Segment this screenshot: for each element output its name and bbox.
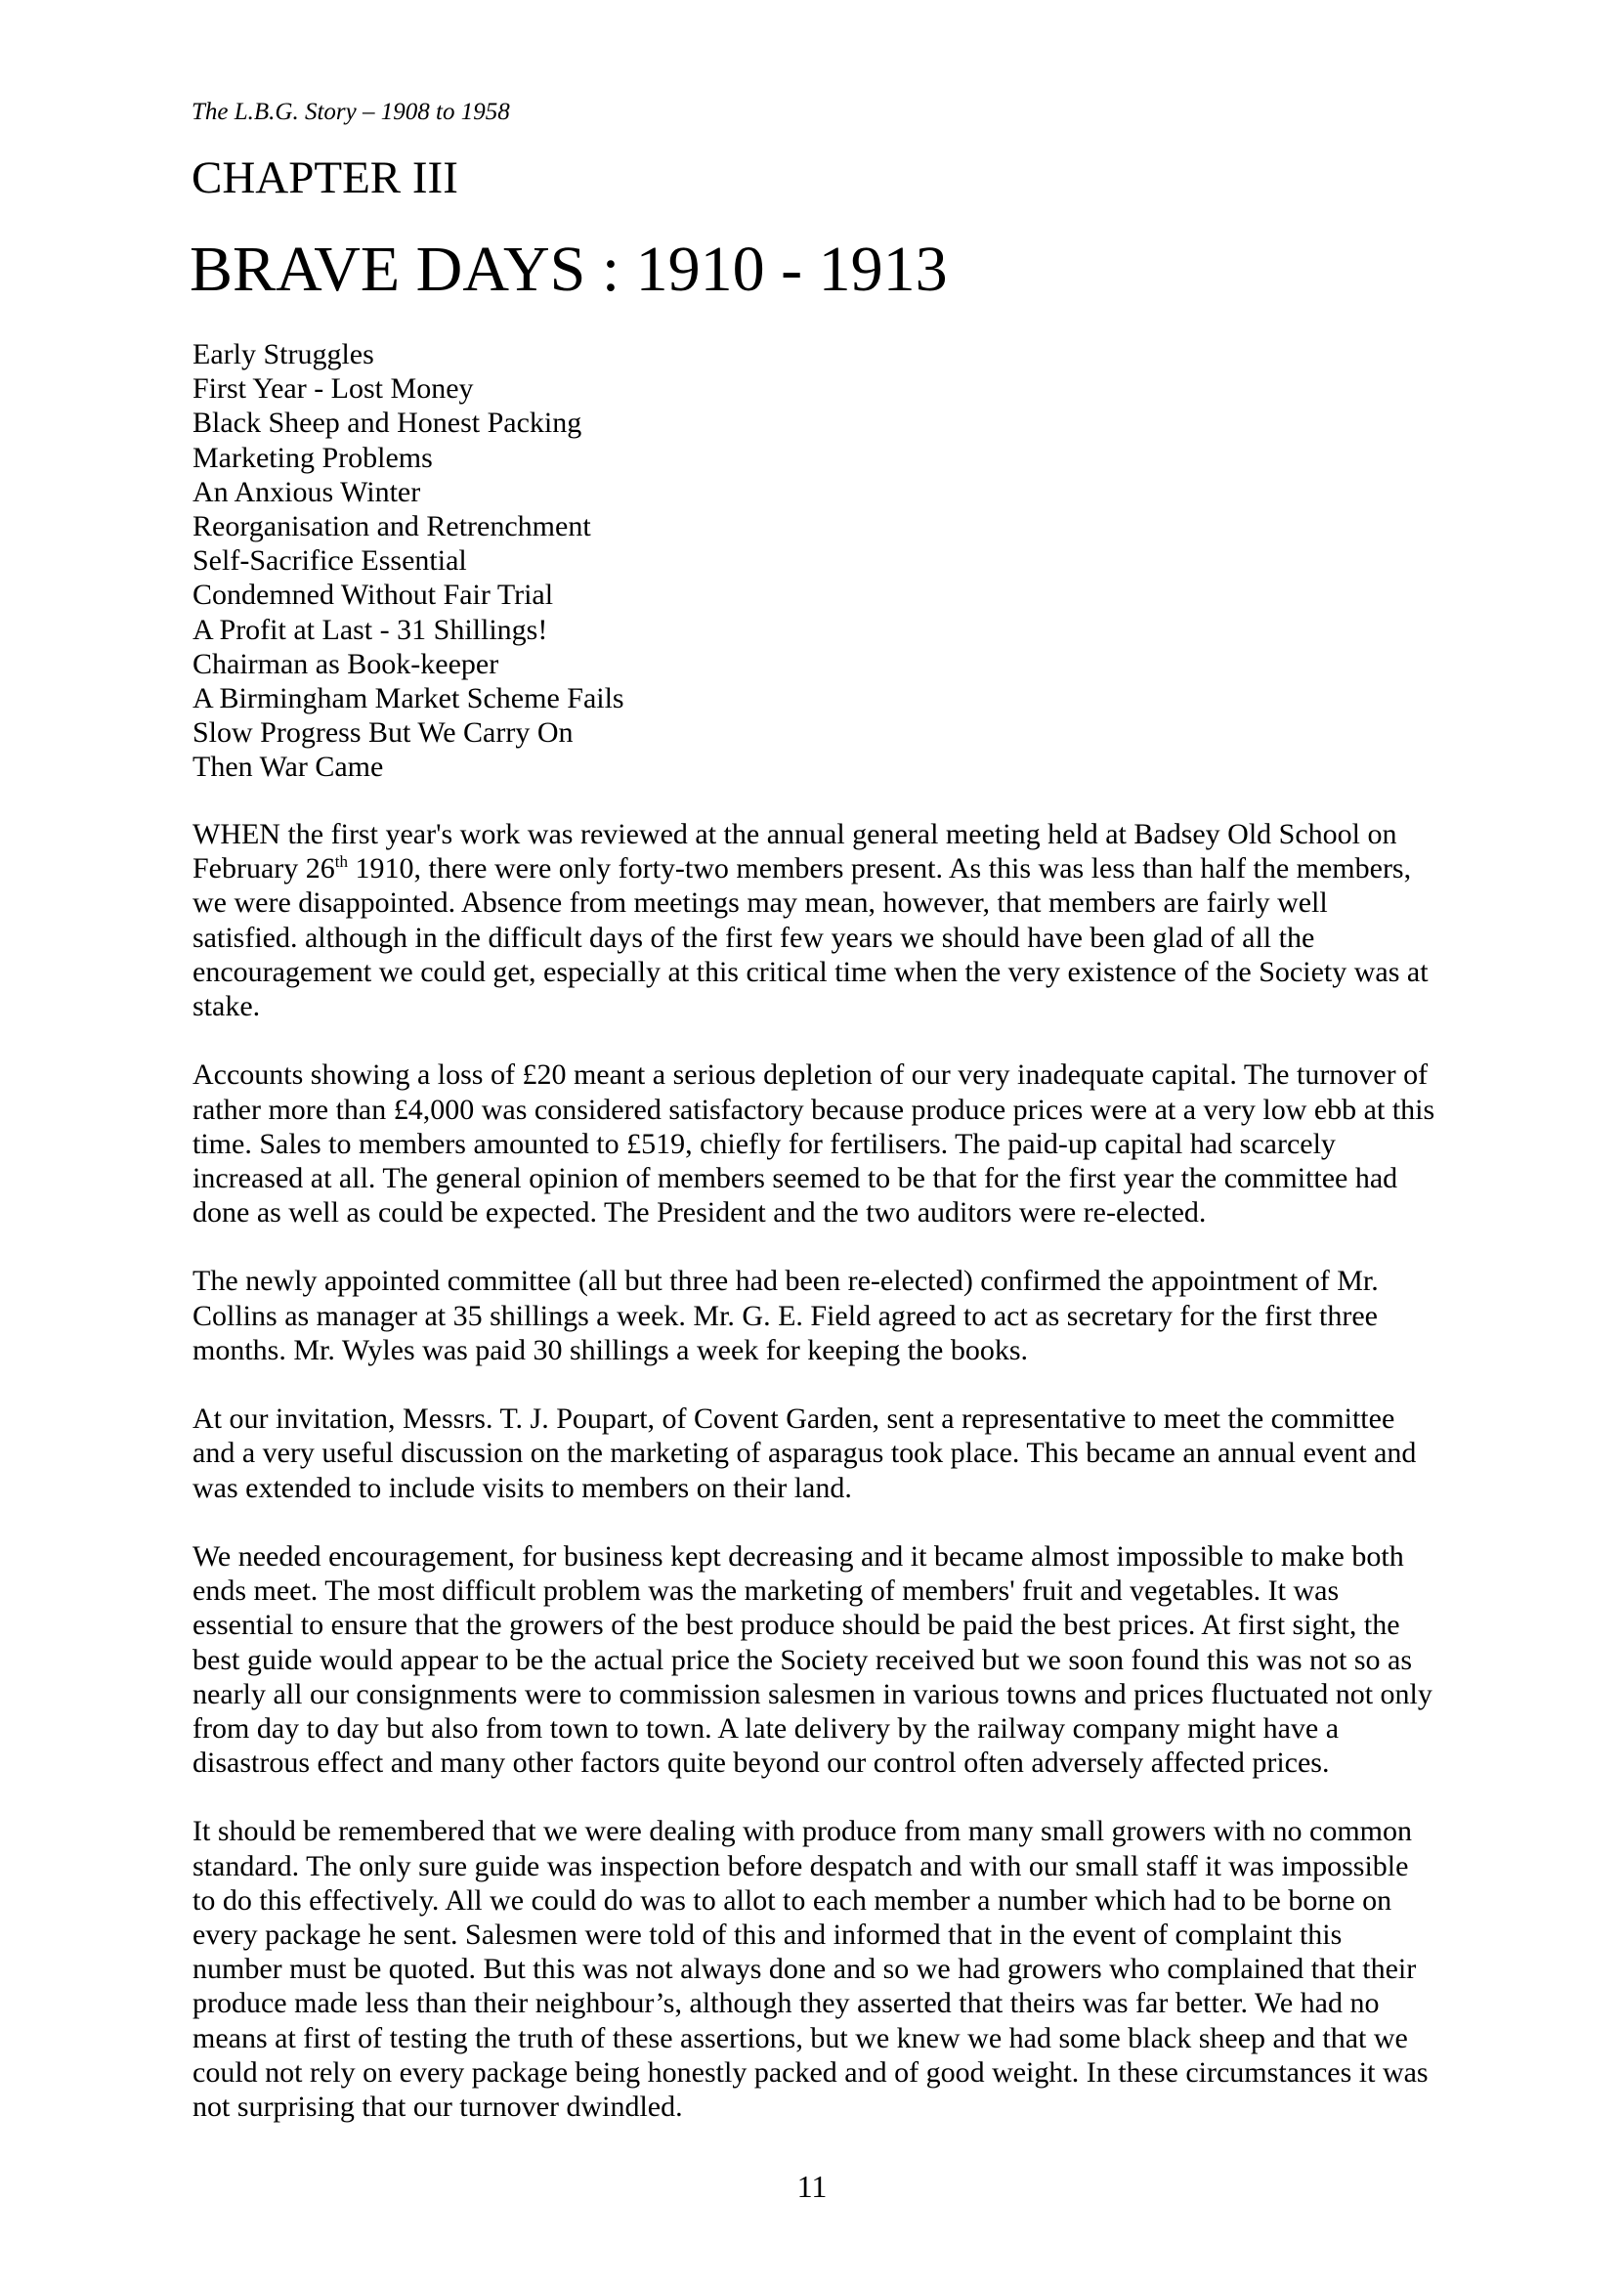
contents-item: Condemned Without Fair Trial	[192, 579, 554, 612]
contents-item: Marketing Problems	[192, 441, 433, 474]
text-line	[192, 851, 1482, 885]
text-line: WHEN the first year's work was reviewed at the annual general meeting held at Badsey Old School on	[192, 818, 1397, 850]
body-text	[192, 817, 1482, 2158]
contents-item: A Profit at Last - 31 Shillings!	[192, 613, 548, 646]
contents-item: Black Sheep and Honest Packing	[192, 407, 582, 440]
text-line: Collins as manager at 35 shillings a week. Mr. G. E. Field agreed to act as secretary for the first three	[192, 1299, 1378, 1332]
paragraph-annual-meeting	[192, 817, 1482, 1023]
page-number: 11	[796, 2169, 828, 2204]
text-line: number must be quoted. But this was not always done and so we had growers who complained that their	[192, 1953, 1417, 1986]
paragraph-encouragement	[192, 1539, 1482, 1780]
text-line: best guide would appear to be the actual price the Society received but we soon found this was not so as	[192, 1643, 1412, 1676]
text-line: every package he sent. Salesmen were told of this and informed that in the event of complaint this	[192, 1919, 1343, 1951]
text-line: stake.	[192, 989, 261, 1022]
chapter-contents-list	[192, 337, 624, 784]
contents-item: Then War Came	[192, 751, 384, 784]
text-line: time. Sales to members amounted to £519, chiefly for fertilisers. The paid-up capital had scarcely	[192, 1127, 1336, 1160]
contents-item: Slow Progress But We Carry On	[192, 716, 574, 750]
text-line: was extended to include visits to members on their land.	[192, 1471, 852, 1504]
text-line: standard. The only sure guide was inspection before despatch and with our small staff it was impossible	[192, 1849, 1409, 1882]
text-line: satisfied. although in the difficult days of the first few years we should have been glad of all the	[192, 921, 1315, 954]
text-fragment: February 26	[192, 852, 335, 885]
text-line: essential to ensure that the growers of the best produce should be paid the best prices. At first sight, the	[192, 1609, 1400, 1642]
text-line: Accounts showing a loss of £20 meant a serious depletion of our very inadequate capital. The turnover of	[192, 1058, 1429, 1092]
text-line: It should be remembered that we were dealing with produce from many small growers with no common	[192, 1815, 1412, 1848]
text-line: could not rely on every package being honestly packed and of good weight. In these circumstances it was	[192, 2055, 1429, 2089]
running-header: The L.B.G. Story – 1908 to 1958	[192, 99, 510, 125]
chapter-label: CHAPTER III	[192, 152, 458, 203]
text-line: we were disappointed. Absence from meetings may mean, however, that members are fairly well	[192, 886, 1328, 920]
text-line: months. Mr. Wyles was paid 30 shillings a week for keeping the books.	[192, 1333, 1029, 1366]
text-line: produce made less than their neighbour’s, although they asserted that theirs was far better. We had no	[192, 1987, 1380, 2020]
text-line: not surprising that our turnover dwindled.	[192, 2090, 683, 2123]
contents-item: Reorganisation and Retrenchment	[192, 509, 591, 542]
text-fragment: 1910, there were only forty-two members present. As this was less than half the members,	[348, 852, 1412, 885]
contents-item: An Anxious Winter	[192, 475, 421, 508]
text-line: disastrous effect and many other factors quite beyond our control often adversely affected prices.	[192, 1747, 1330, 1780]
paragraph-small-growers	[192, 1814, 1482, 2124]
text-line: increased at all. The general opinion of members seemed to be that for the first year the committee had	[192, 1161, 1398, 1194]
text-line: done as well as could be expected. The President and the two auditors were re-elected.	[192, 1196, 1207, 1229]
text-line: The newly appointed committee (all but three had been re-elected) confirmed the appointment of Mr.	[192, 1265, 1379, 1298]
contents-item: Self-Sacrifice Essential	[192, 544, 467, 578]
text-line: At our invitation, Messrs. T. J. Poupart, of Covent Garden, sent a representative to meet the committee	[192, 1402, 1395, 1436]
text-line: ends meet. The most difficult problem was the marketing of members' fruit and vegetables. It was	[192, 1574, 1340, 1608]
paragraph-poupart	[192, 1402, 1482, 1505]
text-line: We needed encouragement, for business kept decreasing and it became almost impossible to make both	[192, 1539, 1404, 1573]
text-line: from day to day but also from town to town. A late delivery by the railway company might have a	[192, 1711, 1340, 1745]
chapter-title: BRAVE DAYS : 1910 - 1913	[190, 234, 948, 305]
text-line: nearly all our consignments were to commission salesmen in various towns and prices fluctuated not only	[192, 1677, 1432, 1710]
contents-item: First Year - Lost Money	[192, 372, 474, 406]
paragraph-accounts	[192, 1057, 1482, 1229]
text-line: means at first of testing the truth of these assertions, but we knew we had some black sheep and that we	[192, 2021, 1408, 2054]
contents-item: A Birmingham Market Scheme Fails	[192, 681, 624, 714]
text-line: rather more than £4,000 was considered satisfactory because produce prices were at a very low ebb at this	[192, 1093, 1435, 1126]
paragraph-committee	[192, 1264, 1482, 1367]
text-line: to do this effectively. All we could do was to allot to each member a number which had to be borne on	[192, 1883, 1392, 1917]
contents-item: Early Struggles	[192, 338, 374, 370]
text-line: encouragement we could get, especially at this critical time when the very existence of the Society was at	[192, 955, 1429, 988]
ordinal-superscript: th	[334, 852, 349, 872]
text-line: and a very useful discussion on the marketing of asparagus took place. This became an annual event and	[192, 1437, 1417, 1470]
contents-item: Chairman as Book-keeper	[192, 647, 499, 680]
